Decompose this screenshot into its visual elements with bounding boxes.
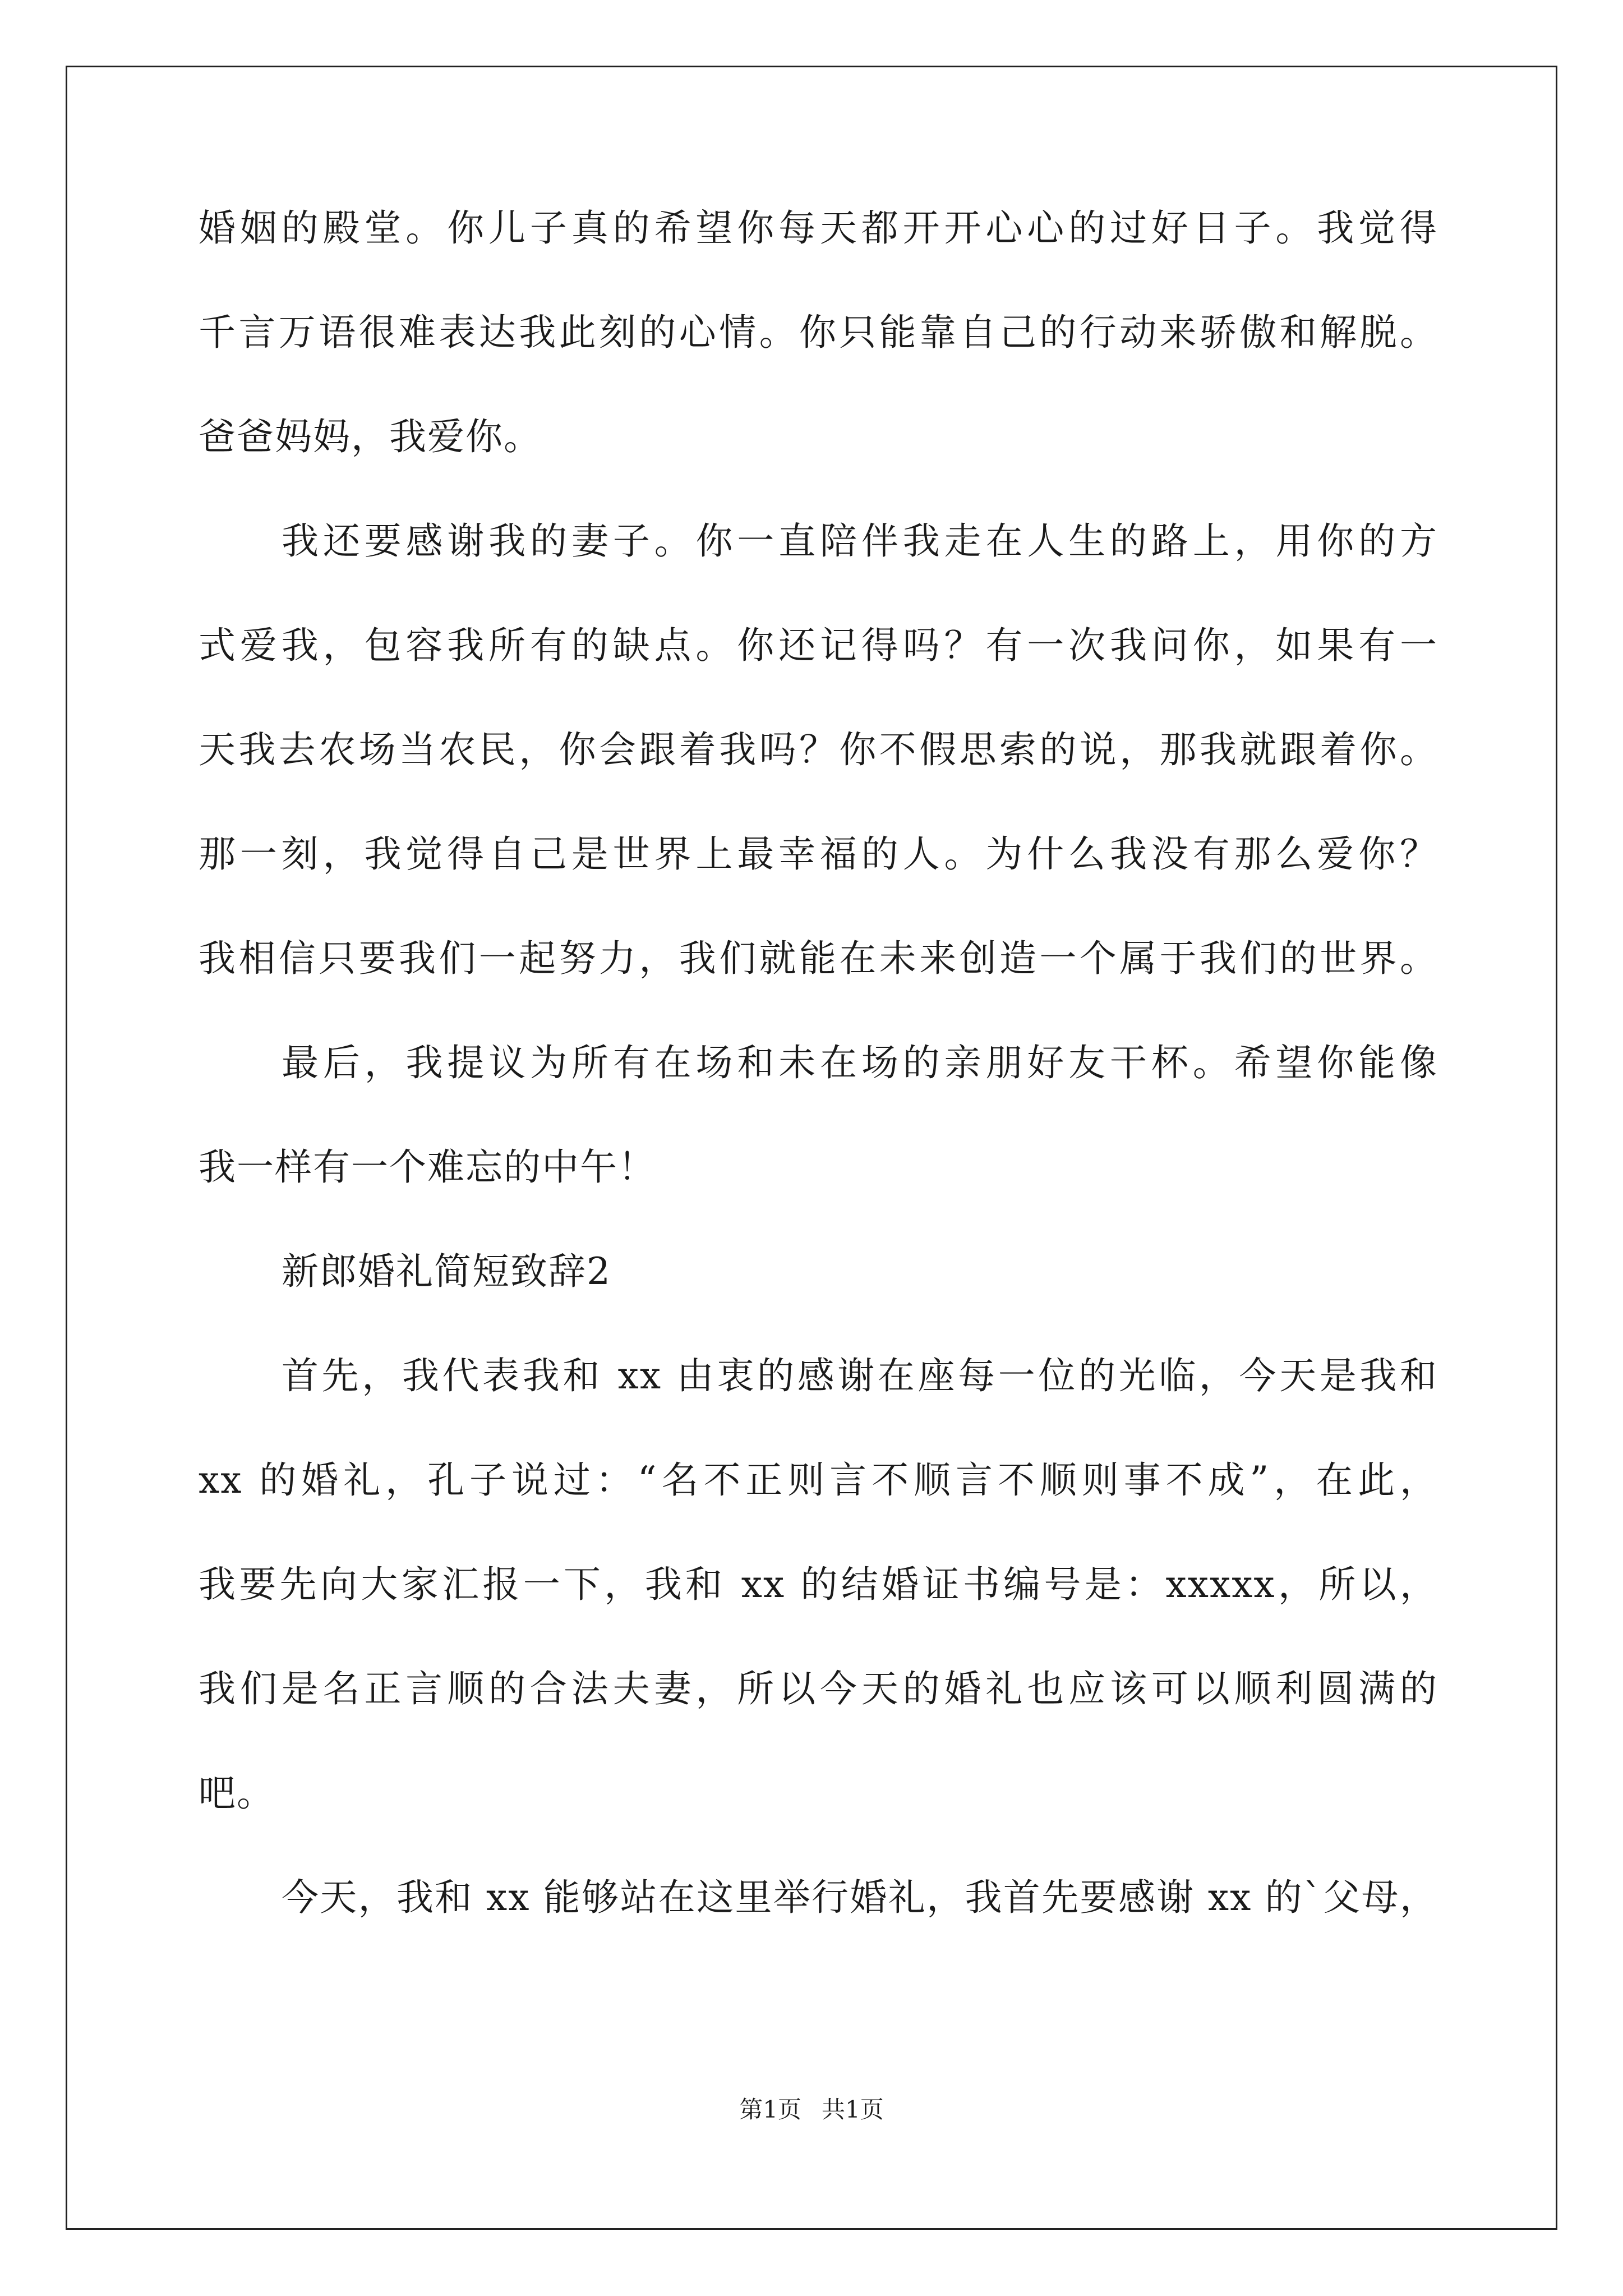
body-line: 天我去农场当农民，你会跟着我吗？你不假思索的说，那我就跟着你。 [199,728,1438,771]
body-line: 我要先向大家汇报一下，我和 xx 的结婚证书编号是：xxxxx，所以， [199,1563,1438,1606]
body-line: 我相信只要我们一起努力，我们就能在未来创造一个属于我们的世界。 [199,937,1438,980]
body-line: 那一刻，我觉得自己是世界上最幸福的人。为什么我没有那么爱你？ [199,832,1438,876]
body-line: 式爱我，包容我所有的缺点。你还记得吗？有一次我问你，如果有一 [199,624,1438,667]
body-line: 吧。 [199,1772,275,1815]
page-footer [0,2096,1623,2124]
paragraph-start-line: 最后，我提议为所有在场和未在场的亲朋好友干杯。希望你能像 [282,1041,1438,1084]
page-number-current: 第1页 [739,2096,801,2123]
body-line: 我们是名正言顺的合法夫妻，所以今天的婚礼也应该可以顺利圆满的 [199,1667,1438,1710]
page-number-total: 共1页 [822,2096,884,2123]
paragraph-start-line: 我还要感谢我的妻子。你一直陪伴我走在人生的路上，用你的方 [282,519,1438,563]
body-line: 我一样有一个难忘的中午！ [199,1145,656,1189]
body-line: 爸爸妈妈，我爱你。 [199,415,542,458]
document-body [199,206,1438,1982]
paragraph-start-line: 今天，我和 xx 能够站在这里举行婚礼，我首先要感谢 xx 的`父母， [282,1876,1438,1919]
section-heading: 新郎婚礼简短致辞2 [282,1250,611,1293]
paragraph-start-line: 首先，我代表我和 xx 由衷的感谢在座每一位的光临，今天是我和 [282,1354,1438,1397]
body-line: 婚姻的殿堂。你儿子真的希望你每天都开开心心的过好日子。我觉得 [199,206,1438,250]
body-line: xx 的婚礼，孔子说过：“名不正则言不顺言不顺则事不成”，在此， [199,1458,1438,1502]
body-line: 千言万语很难表达我此刻的心情。你只能靠自己的行动来骄傲和解脱。 [199,311,1438,354]
